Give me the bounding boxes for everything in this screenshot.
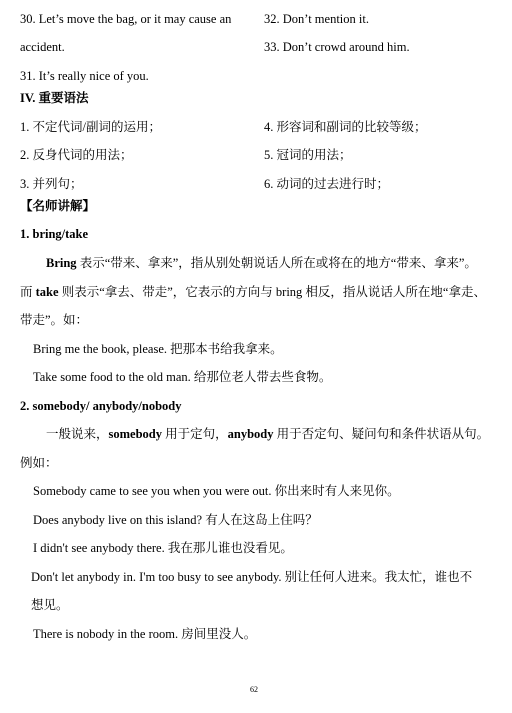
section-2-example-3: I didn't see anybody there. 我在那儿谁也没看见。 [33,541,293,555]
sentence-30-part2: accident. [20,40,65,54]
section-1-para-line2-text: 则表示“拿去、带走”，它表示的方向与 bring 相反，指从说话人所在地“拿走、 [58,285,486,299]
grammar-heading: IV. 重要语法 [20,91,89,105]
anybody-keyword: anybody [227,427,274,441]
somebody-keyword: somebody [108,427,162,441]
section-1-example-1: Bring me the book, please. 把那本书给我拿来。 [33,342,283,356]
section-2-para-line1-prefix: 一般说来， [46,427,109,441]
section-2-title: 2. somebody/ anybody/nobody [20,399,182,413]
section-2-para-line2: 例如： [20,456,58,470]
page-number: 62 [250,685,258,694]
section-2-example-1: Somebody came to see you when you were out. 你出来时有人来见你。 [33,484,400,498]
section-2-para-line1-mid: 用于定句， [162,427,228,441]
section-2-para-line1-text: 用于否定句、疑问句和条件状语从句。 [273,427,490,441]
grammar-item-6: 6. 动词的过去进行时； [264,177,390,191]
section-2-example-4-line1: Don't let anybody in. I'm too busy to see anybody. 别让任何人进来。我太忙，谁也不 [31,570,473,584]
section-1-para-line2-prefix: 而 [20,285,36,299]
section-2-para-line1 [46,426,489,442]
grammar-item-4: 4. 形容词和副词的比较等级； [264,120,427,134]
sentence-31: 31. It’s really nice of you. [20,69,149,83]
teacher-heading: 【名师讲解】 [20,199,96,213]
grammar-item-2: 2. 反身代词的用法； [20,148,133,162]
section-1-title: 1. bring/take [20,227,89,241]
section-1-para-line1-text: 表示“带来、拿来”，指从别处朝说话人所在或将在的地方“带来、拿来”。 [76,256,477,270]
sentence-33: 33. Don’t crowd around him. [264,40,410,54]
section-1-para-line2 [20,284,486,300]
sentence-30-part1: 30. Let’s move the bag, or it may cause an [20,12,232,26]
section-2-example-2: Does anybody live on this island? 有人在这岛上住吗？ [33,513,318,527]
section-1-example-2: Take some food to the old man. 给那位老人带去些食物。 [33,370,332,384]
section-1-para-line1 [46,255,477,271]
bring-keyword: Bring [46,256,77,270]
take-keyword: take [35,285,59,299]
grammar-item-3: 3. 并列句； [20,177,83,191]
sentence-32: 32. Don’t mention it. [264,12,369,26]
grammar-item-1: 1. 不定代词/副词的运用； [20,120,161,134]
section-2-example-5: There is nobody in the room. 房间里没人。 [33,627,257,641]
section-2-example-4-line2: 想见。 [31,598,69,612]
section-1-para-line3: 带走”。如： [20,313,89,327]
grammar-item-5: 5. 冠词的用法； [264,148,352,162]
